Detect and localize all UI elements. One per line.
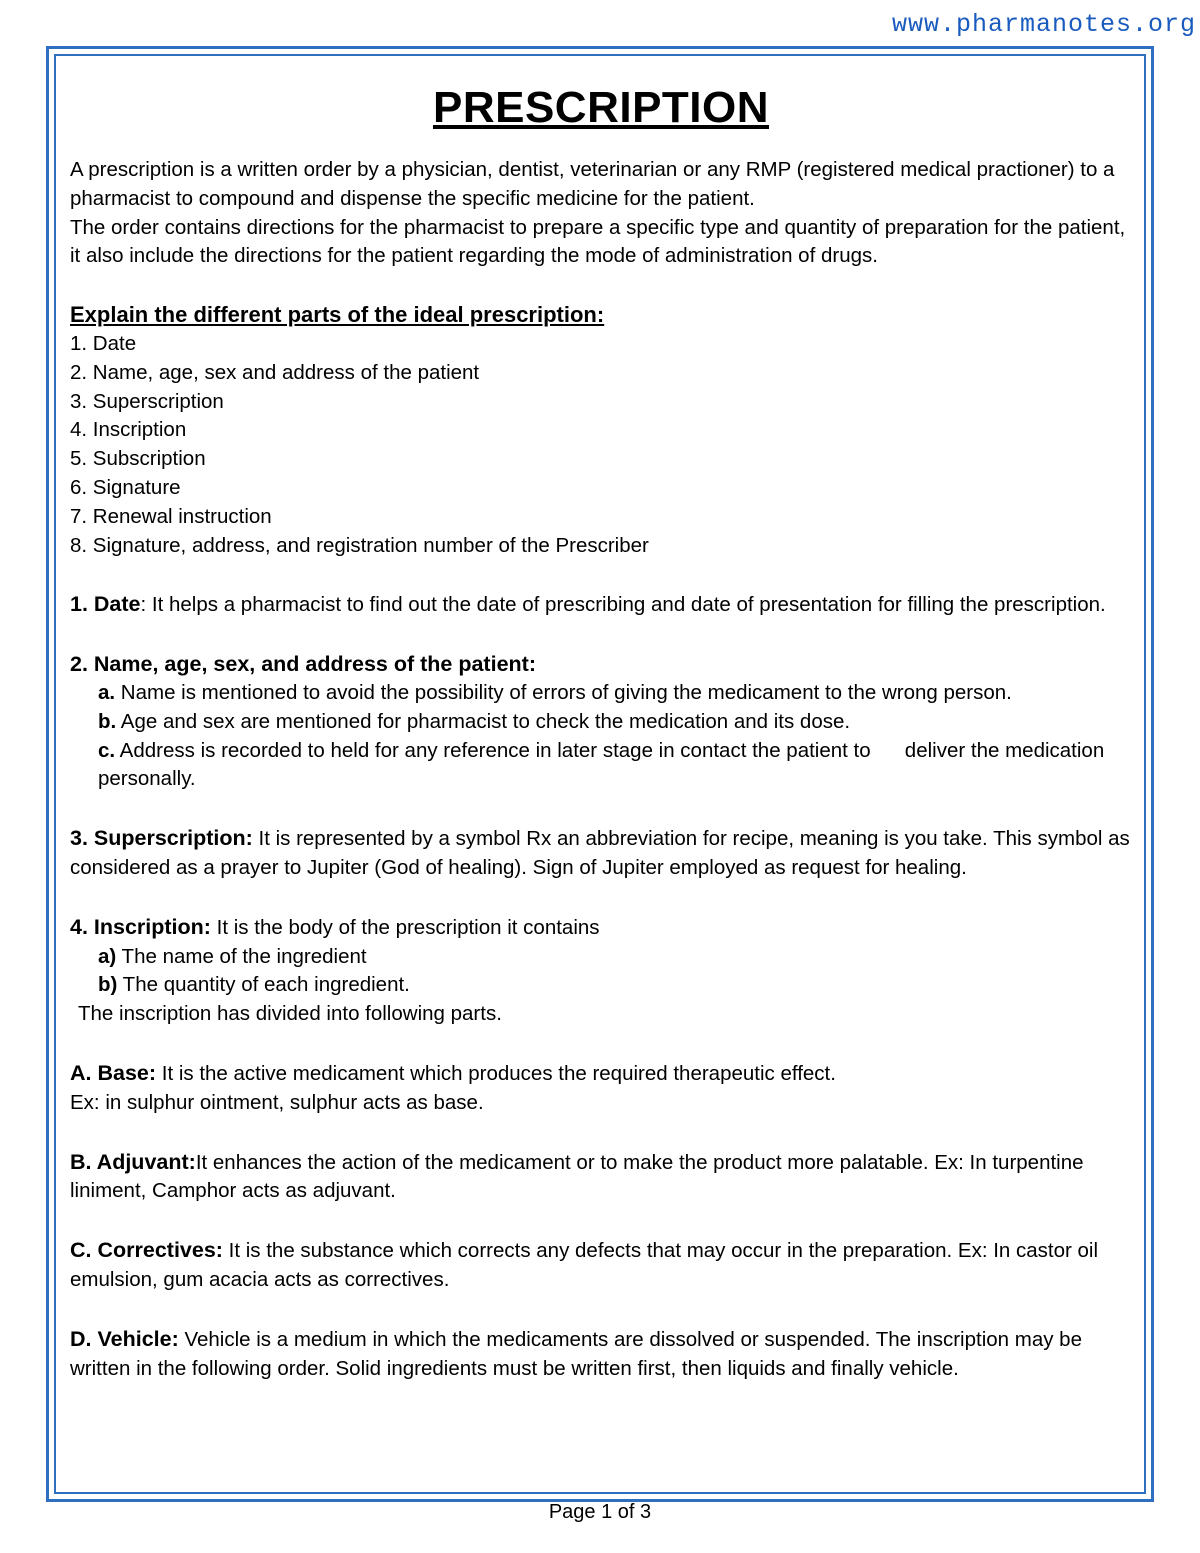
- list-item: 2. Name, age, sex and address of the patient: [70, 360, 480, 384]
- vehicle-text: Vehicle is a medium in which the medicaments are dissolved or suspended. The inscription may be written in the following order. Solid ingredients must be written first, then liquids and finally vehicle.: [70, 1327, 1082, 1380]
- vehicle-section: [70, 1325, 1132, 1384]
- site-url[interactable]: www.pharmanotes.org: [891, 10, 1196, 39]
- parts-heading: Explain the different parts of the ideal prescription:: [70, 302, 605, 328]
- correctives-text: It is the substance which corrects any defects that may occur in the preparation. Ex: In castor oil emulsion, gum acacia acts as correctives.: [70, 1239, 1099, 1291]
- inscription-note: The inscription has divided into following parts.: [78, 1002, 502, 1026]
- item-marker: a.: [98, 680, 116, 704]
- inscription-item-b: [70, 971, 1132, 1000]
- base-example: Ex: in sulphur ointment, sulphur acts as base.: [70, 1090, 484, 1114]
- list-item: 3. Superscription: [70, 389, 224, 413]
- patient-item-b: [70, 708, 1132, 737]
- adjuvant-section: [70, 1148, 1132, 1207]
- date-text: : It helps a pharmacist to find out the date of prescribing and date of presentation for filling the prescription.: [140, 593, 1106, 617]
- item-text: Age and sex are mentioned for pharmacist to check the medication and its dose.: [116, 709, 851, 733]
- parts-list: [70, 330, 1132, 560]
- list-item: 1. Date: [70, 331, 137, 355]
- patient-item-a: [70, 679, 1132, 708]
- item-text: The quantity of each ingredient.: [117, 973, 410, 997]
- superscription-label: 3. Superscription:: [70, 826, 253, 851]
- correctives-label: C. Correctives:: [70, 1238, 223, 1263]
- item-text: The name of the ingredient: [116, 944, 367, 968]
- item-marker: c.: [98, 738, 116, 762]
- base-text: It is the active medicament which produces the required therapeutic effect.: [156, 1061, 836, 1085]
- adjuvant-text: It enhances the action of the medicament or to make the product more palatable. Ex: In turpentine liniment, Camphor acts as adjuvant.: [70, 1150, 1084, 1203]
- page-title: PRESCRIPTION: [432, 83, 770, 132]
- inscription-item-a: [70, 943, 1132, 972]
- base-section: [70, 1059, 1132, 1089]
- item-text: Address is recorded to held for any reference in later stage in contact the patient to deliver the medication personally.: [98, 738, 1110, 791]
- item-marker: a): [98, 944, 117, 968]
- vehicle-label: D. Vehicle:: [70, 1326, 179, 1351]
- superscription-section: [70, 824, 1132, 883]
- page-number: Page 1 of 3: [548, 1501, 652, 1523]
- superscription-text: It is represented by a symbol Rx an abbreviation for recipe, meaning is you take. This symbol as considered as a prayer to Jupiter (God of healing). Sign of Jupiter employed as request for healing.: [70, 827, 1130, 879]
- list-item: 4. Inscription: [70, 418, 187, 442]
- intro-paragraph-2: The order contains directions for the pharmacist to prepare a specific type and quantity of preparation for the patient, it also include the directions for the patient regarding the mode of administration of drugs.: [70, 215, 1126, 268]
- list-item: 5. Subscription: [70, 447, 206, 471]
- patient-item-c: [70, 737, 1132, 795]
- item-marker: b): [98, 973, 118, 997]
- inscription-label: 4. Inscription:: [70, 914, 211, 939]
- list-item: 7. Renewal instruction: [70, 504, 272, 528]
- inscription-section: [70, 913, 1132, 943]
- patient-section-label: 2. Name, age, sex, and address of the patient:: [70, 652, 536, 677]
- date-label: 1. Date: [70, 592, 141, 617]
- list-item: 6. Signature: [70, 475, 181, 499]
- date-section: [70, 590, 1132, 620]
- intro-paragraph-1: A prescription is a written order by a physician, dentist, veterinarian or any RMP (registered medical practioner) to a pharmacist to compound and dispense the specific medicine for the patient.: [70, 158, 1115, 210]
- adjuvant-label: B. Adjuvant:: [70, 1149, 196, 1174]
- item-marker: b.: [98, 709, 117, 733]
- item-text: Name is mentioned to avoid the possibility of errors of giving the medicament to the wrong person.: [115, 680, 1012, 704]
- correctives-section: [70, 1236, 1132, 1295]
- list-item: 8. Signature, address, and registration number of the Prescriber: [70, 533, 649, 557]
- document-body: [70, 80, 1132, 1383]
- inscription-text: It is the body of the prescription it contains: [210, 915, 600, 939]
- base-label: A. Base:: [70, 1060, 157, 1085]
